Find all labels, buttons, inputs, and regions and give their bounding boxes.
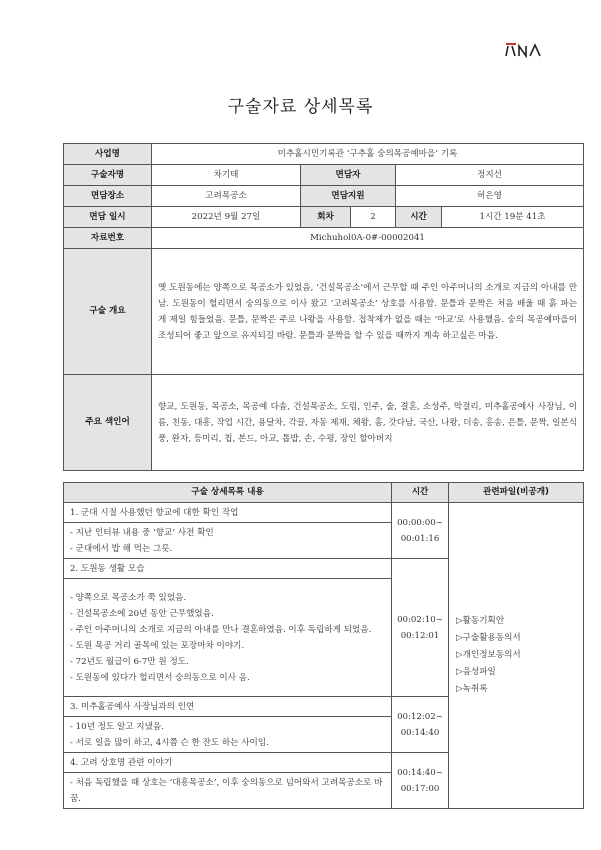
- file-item: ▷녹취록: [456, 684, 488, 694]
- files-header: 관련파일(비공개): [449, 483, 584, 503]
- related-files: [449, 503, 584, 809]
- keywords-text: 향교, 도원동, 목공소, 목공예 다솜, 건설목공소, 도림, 인주, 술, 결혼, 소성주, 막걸리, 미추홀공예사 사장님, 이름, 친동, 대흥, 작업 시간, 용달차, 각끌, 자동 제재, 체왕, 홈, 갓다남, 국산, 나왕, 더송, 홍송, 은틀, 문짝, 일본식 풍, 완자, 등미리, 칩, 본드, 아교, 톱밥, 손, 수평, 장인 할아버지: [152, 375, 584, 471]
- session-label: 회차: [301, 207, 351, 228]
- list-item: - 10년 정도 알고 지냈음.: [70, 721, 164, 732]
- duration-label: 시간: [396, 207, 442, 228]
- list-item: - 건설목공소에 20년 동안 근무했었음.: [70, 608, 214, 619]
- date-label: 면담 일시: [64, 207, 152, 228]
- section-title: 4. 고려 상호명 관련 이야기: [64, 753, 392, 773]
- list-item: - 군대에서 밥 해 먹는 그릇.: [70, 543, 173, 554]
- interviewer-value: 정지선: [396, 165, 584, 186]
- list-item: - 양쪽으로 목공소가 쭉 있었음.: [70, 592, 187, 603]
- recorder-value: 허은영: [396, 186, 584, 207]
- place-value: 고려목공소: [152, 186, 301, 207]
- section-time: 00:02:10~ 00:12:01: [392, 559, 449, 697]
- project-label: 사업명: [64, 144, 152, 165]
- summary-label: 구술 개요: [64, 249, 152, 375]
- section-items: [64, 523, 392, 559]
- keywords-label: 주요 색인어: [64, 375, 152, 471]
- list-item: - 지난 인터뷰 내용 중 ‘향교’ 사전 확인: [70, 527, 214, 538]
- interviewer-label: 면담자: [301, 165, 396, 186]
- section-items: [64, 773, 392, 809]
- id-value: Michuhol0A-0#-00002041: [152, 228, 584, 249]
- detail-table: [63, 482, 584, 809]
- date-value: 2022년 9월 27일: [152, 207, 301, 228]
- list-item: - 도원동에 있다가 헐리면서 숭의동으로 이사 옴.: [70, 672, 250, 683]
- summary-text: 옛 도원동에는 양쪽으로 목공소가 있었음, ‘건설목공소’에서 근무할 때 주인 아주머니의 소개로 지금의 아내를 만남. 도원동이 헐리면서 숭의동으로 이사 왔고 ‘고려목공소’ 상호를 사용함. 문틀과 문짝은 처음 배울 때 흙 파는 게 제일 힘들었음. 문틀, 문짝은 주로 나왕을 사용함. 접착제가 없을 때는 ‘아교’로 사용했음. 숭의 목공예마을이 조성되어 좋고 앞으로 유지되길 바람. 문틀과 문짝을 할 수 있을 때까지 계속 하고싶은 마음.: [152, 249, 584, 375]
- section-items: [64, 717, 392, 753]
- section-time: 00:12:02~ 00:14:40: [392, 697, 449, 753]
- archive-logo-icon: [504, 40, 542, 58]
- narrator-value: 차기태: [152, 165, 301, 186]
- section-title: 2. 도원동 생활 모습: [64, 559, 392, 579]
- file-item: ▷개인정보동의서: [456, 650, 521, 660]
- id-label: 자료번호: [64, 228, 152, 249]
- section-time: 00:00:00~ 00:01:16: [392, 503, 449, 559]
- page-title: 구술자료 상세목록: [227, 97, 374, 117]
- list-item: - 도원 목공 거리 골목에 있는 포장마차 이야기.: [70, 640, 245, 651]
- section-time: 00:14:40~ 00:17:00: [392, 753, 449, 809]
- duration-value: 1시간 19분 41초: [442, 207, 584, 228]
- narrator-label: 구술자명: [64, 165, 152, 186]
- section-items: [64, 579, 392, 697]
- place-label: 면담장소: [64, 186, 152, 207]
- file-item: ▷활동기획안: [456, 616, 505, 626]
- content-header: 구술 상세목록 내용: [64, 483, 392, 503]
- info-table: [63, 143, 584, 471]
- session-value: 2: [351, 207, 396, 228]
- section-title: 1. 군대 시절 사용했던 향교에 대한 확인 작업: [64, 503, 392, 523]
- section-title: 3. 미추홀공예사 사장님과의 인연: [64, 697, 392, 717]
- list-item: - 처음 독립했을 때 상호는 ‘대흥목공소’, 이후 숭의동으로 넘어와서 고려목공소로 바꿈.: [70, 777, 383, 804]
- project-value: 미추홀시민기록관 ‘구추홀 숭의목공예마을’ 기록: [152, 144, 584, 165]
- file-item: ▷구술활용동의서: [456, 633, 521, 643]
- list-item: - 주인 아주머니의 소개로 지금의 아내를 만나 결혼하였음. 이후 독립하게 되었음.: [70, 624, 372, 635]
- file-item: ▷음성파일: [456, 667, 496, 677]
- list-item: - 서로 일을 많이 하고, 4시쯤 슨 한 잔도 하는 사이임.: [70, 737, 269, 748]
- time-header: 시간: [392, 483, 449, 503]
- recorder-label: 면담지원: [301, 186, 396, 207]
- list-item: - 72년도 월급이 6-7만 원 정도.: [70, 656, 189, 667]
